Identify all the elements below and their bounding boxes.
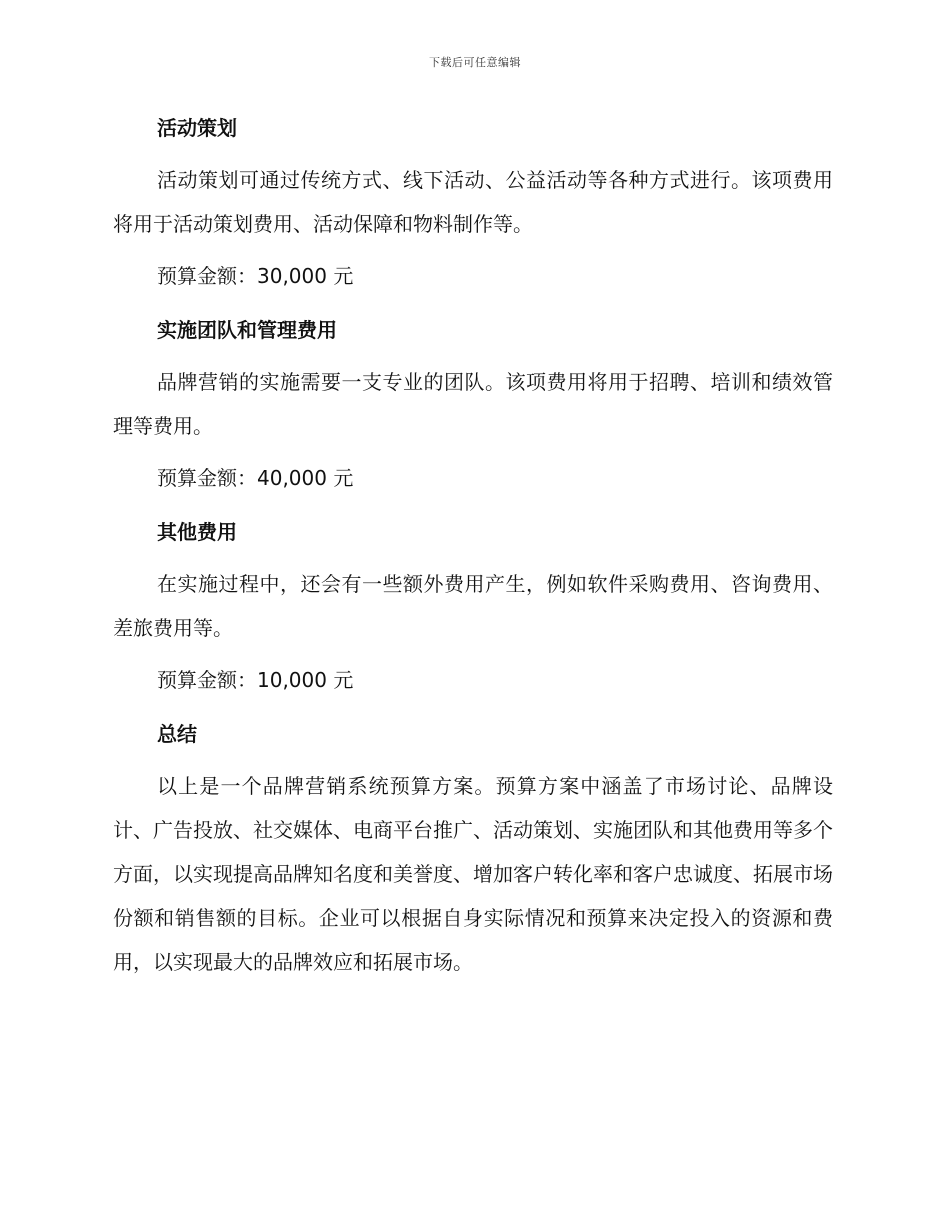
section-heading: 实施团队和管理费用: [157, 318, 337, 342]
section-summary: [113, 716, 833, 984]
section-paragraph: 活动策划可通过传统方式、线下活动、公益活动等各种方式进行。该项费用将用于活动策划费用、活动保障和物料制作等。: [113, 168, 833, 236]
budget-amount: 预算金额：30,000 元: [157, 264, 354, 288]
document-body: [113, 110, 833, 996]
summary-heading: 总结: [157, 722, 197, 746]
section-other-costs: [113, 514, 833, 698]
section-heading: 活动策划: [157, 116, 237, 140]
summary-paragraph: 以上是一个品牌营销系统预算方案。预算方案中涵盖了市场讨论、品牌设计、广告投放、社交媒体、电商平台推广、活动策划、实施团队和其他费用等多个方面，以实现提高品牌知名度和美誉度、增加客户转化率和客户忠诚度、拓展市场份额和销售额的目标。企业可以根据自身实际情况和预算来决定投入的资源和费用，以实现最大的品牌效应和拓展市场。: [113, 774, 833, 974]
section-activity-planning: [113, 110, 833, 294]
section-heading: 其他费用: [157, 520, 237, 544]
section-paragraph: 品牌营销的实施需要一支专业的团队。该项费用将用于招聘、培训和绩效管理等费用。: [113, 370, 833, 438]
section-paragraph: 在实施过程中，还会有一些额外费用产生，例如软件采购费用、咨询费用、差旅费用等。: [113, 572, 833, 640]
budget-amount: 预算金额：40,000 元: [157, 466, 354, 490]
budget-amount: 预算金额：10,000 元: [157, 668, 354, 692]
header-note: 下载后可任意编辑: [429, 56, 521, 69]
section-team-management: [113, 312, 833, 496]
